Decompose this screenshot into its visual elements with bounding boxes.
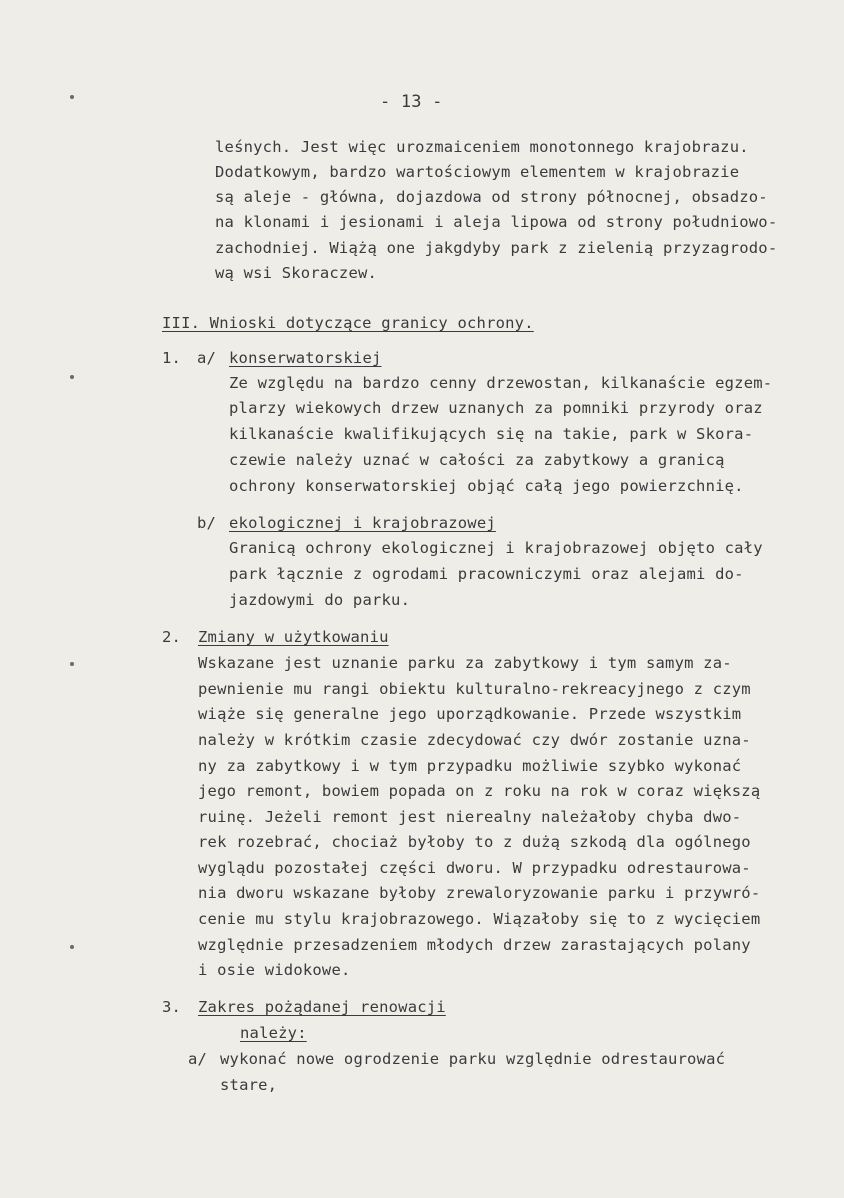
subpoint-heading: ekologicznej i krajobrazowej — [229, 514, 496, 532]
paragraph-line: należy w krótkim czasie zdecydować czy dwór zostanie uzna- — [198, 731, 751, 749]
paragraph-line: wykonać nowe ogrodzenie parku względnie odrestaurować — [220, 1050, 726, 1068]
paragraph-line: cenie mu stylu krajobrazowego. Wiązałoby się to z wycięciem — [198, 910, 761, 928]
paragraph-line: plarzy wiekowych drzew uznanych za pomniki przyrody oraz — [229, 399, 763, 417]
subpoint-marker: b/ — [197, 514, 217, 532]
paragraph-line: nia dworu wskazane byłoby zrewaloryzowanie parku i przywró- — [198, 884, 761, 902]
paragraph-line: wyglądu pozostałej części dworu. W przypadku odrestaurowa- — [198, 859, 751, 877]
paragraph-line: Ze względu na bardzo cenny drzewostan, kilkanaście egzem- — [229, 374, 773, 392]
punch-hole-mark — [70, 375, 74, 379]
paragraph-line: ochrony konserwatorskiej objąć całą jego powierzchnię. — [229, 477, 744, 495]
paragraph-line: Dodatkowym, bardzo wartościowym elementem w krajobrazie — [215, 163, 740, 181]
punch-hole-mark — [70, 95, 74, 99]
page-number: - 13 - — [380, 92, 443, 112]
point-number: 2. — [162, 628, 182, 646]
paragraph-line: Wskazane jest uznanie parku za zabytkowy i tym samym za- — [198, 654, 732, 672]
paragraph-line: leśnych. Jest więc urozmaiceniem monotonnego krajobrazu. — [215, 138, 749, 156]
paragraph-line: są aleje - główna, dojazdowa od strony północnej, obsadzo- — [215, 188, 768, 206]
paragraph-line: pewnienie mu rangi obiektu kulturalno-rekreacyjnego z czym — [198, 680, 751, 698]
paragraph-line: stare, — [220, 1076, 278, 1094]
point-number: 3. — [162, 998, 182, 1016]
punch-hole-mark — [70, 945, 74, 949]
paragraph-line: wą wsi Skoraczew. — [215, 264, 378, 282]
paragraph-line: ny za zabytkowy i w tym przypadku możliwie szybko wykonać — [198, 757, 742, 775]
point-subheading: należy: — [240, 1024, 307, 1042]
paragraph-line: jego remont, bowiem popada on z roku na rok w coraz większą — [198, 782, 761, 800]
paragraph-line: jazdowymi do parku. — [229, 591, 411, 609]
subpoint-heading: konserwatorskiej — [229, 349, 382, 367]
point-number: 1. — [162, 349, 182, 367]
paragraph-line: kilkanaście kwalifikujących się na takie, park w Skora- — [229, 425, 754, 443]
paragraph-line: względnie przesadzeniem młodych drzew zarastających polany — [198, 936, 751, 954]
punch-hole-mark — [70, 662, 74, 666]
paragraph-line: ruinę. Jeżeli remont jest nierealny należałoby chyba dwo- — [198, 808, 742, 826]
paragraph-line: i osie widokowe. — [198, 961, 351, 979]
point-heading: Zakres pożądanej renowacji — [198, 998, 446, 1016]
paragraph-line: czewie należy uznać w całości za zabytkowy a granicą — [229, 451, 725, 469]
point-heading: Zmiany w użytkowaniu — [198, 628, 389, 646]
paragraph-line: zachodniej. Wiążą one jakgdyby park z zielenią przyzagrodo- — [215, 239, 778, 257]
subpoint-marker: a/ — [188, 1050, 208, 1068]
paragraph-line: na klonami i jesionami i aleja lipowa od strony południowo- — [215, 213, 778, 231]
section-heading: III. Wnioski dotyczące granicy ochrony. — [162, 314, 534, 332]
paragraph-line: park łącznie z ogrodami pracowniczymi oraz alejami do- — [229, 565, 744, 583]
paragraph-line: wiąże się generalne jego uporządkowanie. Przede wszystkim — [198, 705, 742, 723]
paragraph-line: Granicą ochrony ekologicznej i krajobrazowej objęto cały — [229, 539, 763, 557]
paragraph-line: rek rozebrać, chociaż byłoby to z dużą szkodą dla ogólnego — [198, 833, 751, 851]
subpoint-marker: a/ — [197, 349, 217, 367]
